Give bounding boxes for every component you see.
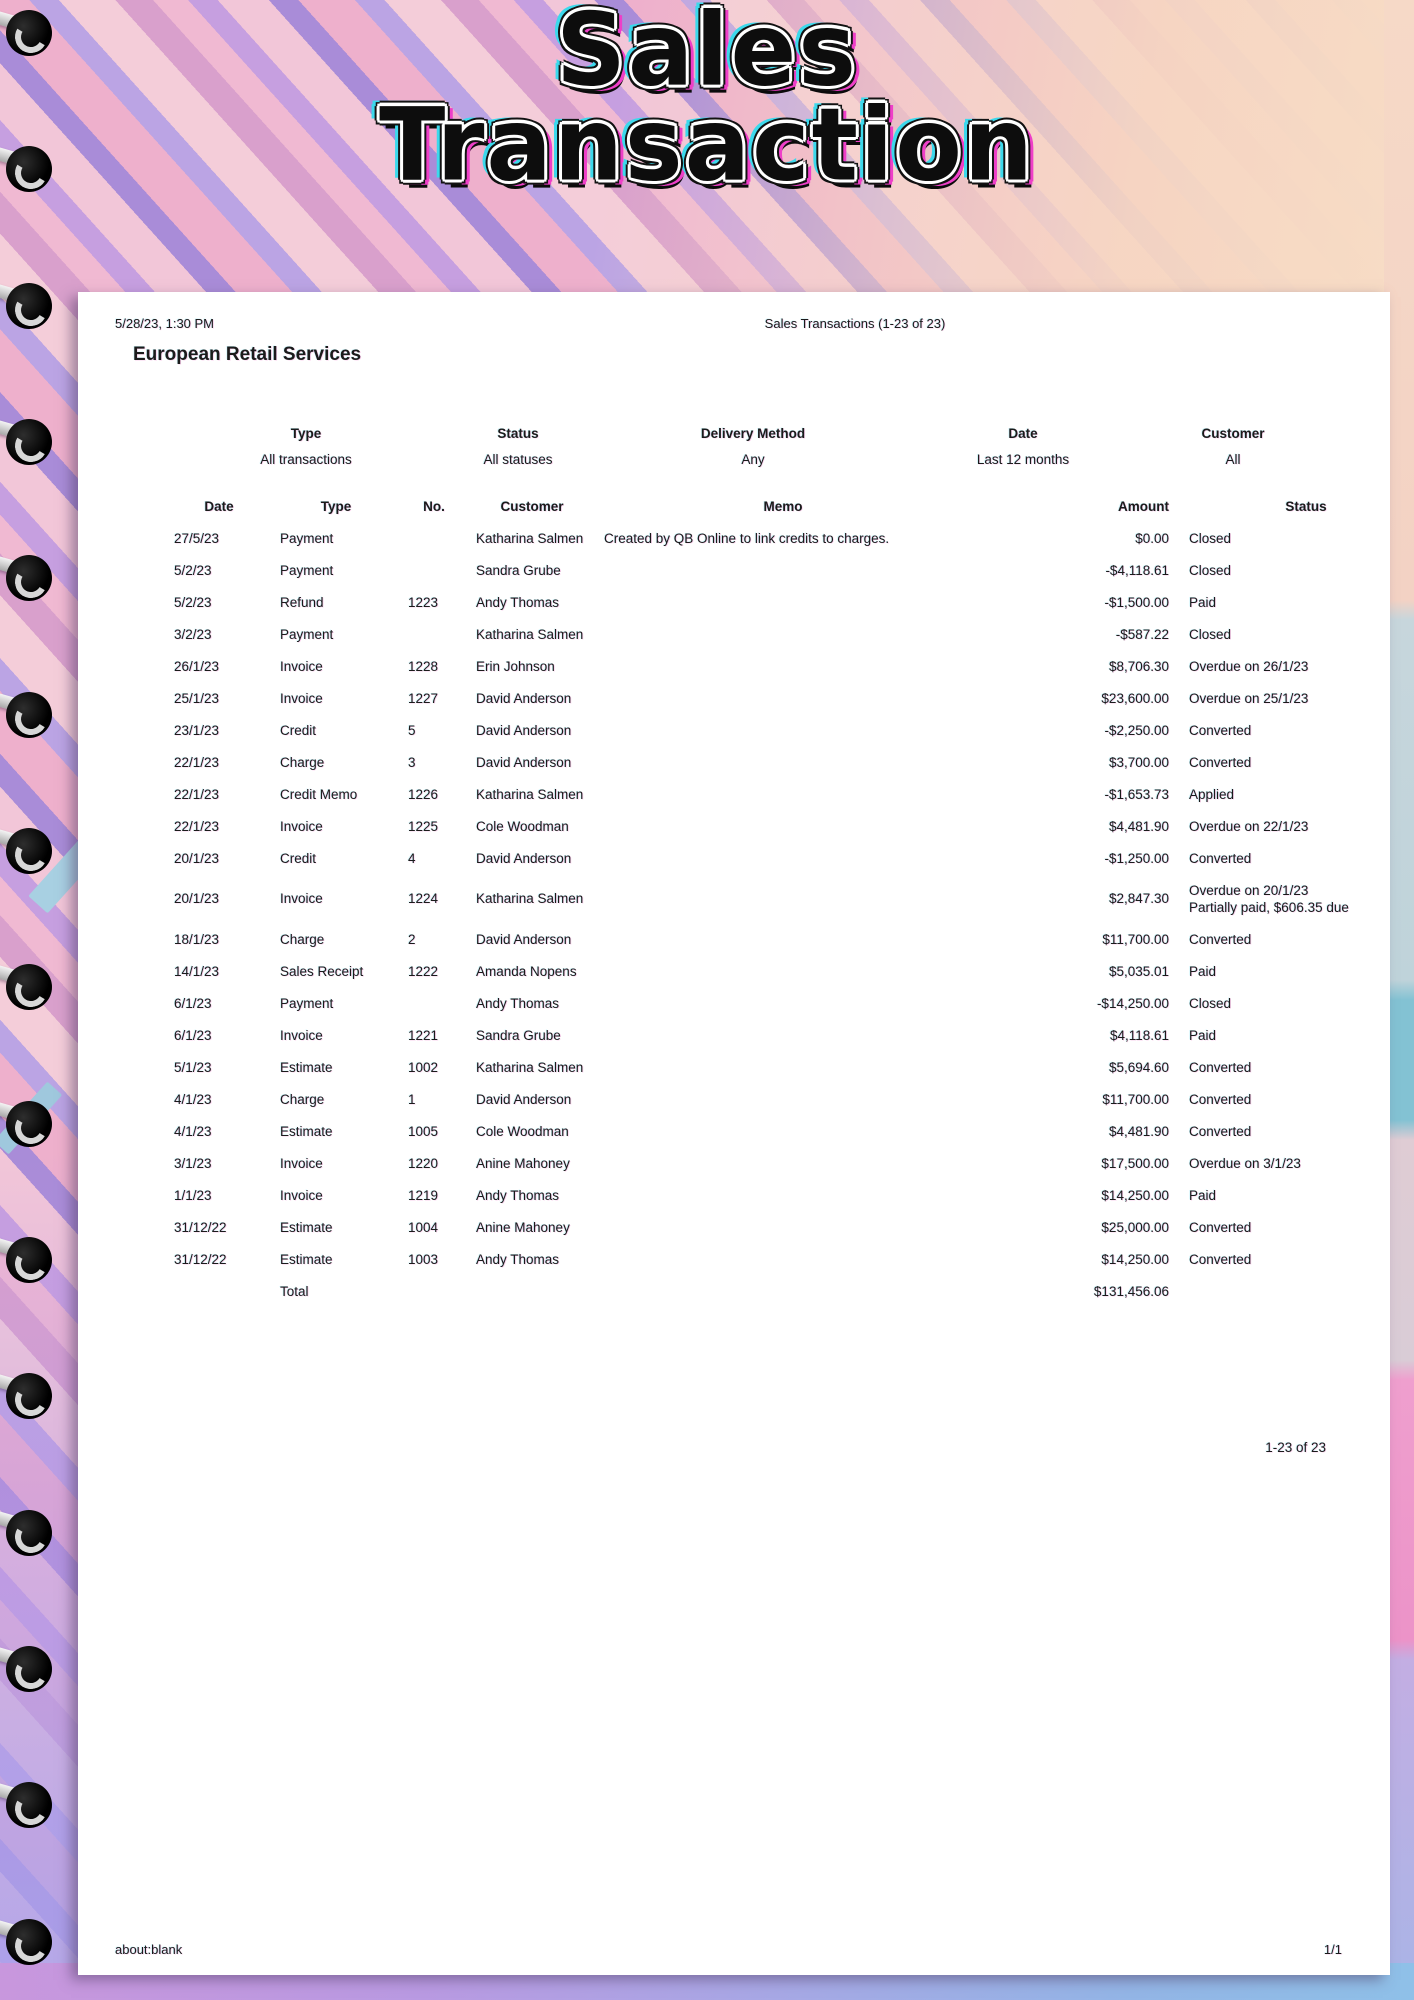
cell-customer: Erin Johnson	[476, 658, 555, 674]
cell-amount: -$587.22	[1115, 626, 1169, 642]
filter-type	[166, 426, 446, 467]
status-line: Overdue on 25/1/23	[1189, 690, 1309, 706]
status-line: Closed	[1189, 626, 1232, 642]
cell-amount: -$1,653.73	[1104, 786, 1169, 802]
cell-date: 5/2/23	[174, 594, 212, 610]
status-line: Converted	[1189, 1219, 1252, 1235]
table-header-row	[166, 490, 1414, 522]
cell-date: 25/1/23	[174, 690, 220, 706]
cell-no: 1223	[408, 594, 439, 610]
column-header-amount: Amount	[1118, 498, 1169, 514]
report-page	[78, 292, 1390, 1975]
cell-amount: $17,500.00	[1101, 1155, 1169, 1171]
cell-date: 22/1/23	[174, 786, 220, 802]
cell-memo	[596, 714, 970, 746]
cell-memo: Created by QB Online to link credits to charges.	[604, 530, 890, 546]
cell-no: 4	[408, 850, 416, 866]
table-row	[166, 874, 1414, 923]
cell-type: Invoice	[280, 1155, 323, 1171]
table-row	[166, 586, 1414, 618]
filter-customer-value: All	[1225, 452, 1241, 467]
cell-status	[1173, 987, 1414, 1019]
status-line: Converted	[1189, 1091, 1252, 1107]
cell-no: 1004	[408, 1219, 439, 1235]
cell-amount: $11,700.00	[1102, 1091, 1169, 1107]
table-row	[166, 682, 1414, 714]
column-header-memo: Memo	[763, 498, 803, 514]
cell-memo	[596, 923, 970, 955]
cell-status	[1173, 842, 1414, 874]
cell-type: Invoice	[280, 1187, 323, 1203]
cell-no: 1222	[408, 963, 439, 979]
cell-status	[1173, 554, 1414, 586]
cell-date: 22/1/23	[174, 754, 220, 770]
status-line: Overdue on 26/1/23	[1189, 658, 1309, 674]
table-row	[166, 1019, 1414, 1051]
cell-type: Charge	[280, 754, 325, 770]
cell-memo	[596, 682, 970, 714]
cell-customer: Anine Mahoney	[476, 1155, 570, 1171]
cell-no: 3	[408, 754, 416, 770]
table-row	[166, 1147, 1414, 1179]
cell-no: 1220	[408, 1155, 439, 1171]
cell-type: Payment	[280, 530, 334, 546]
cell-status	[1173, 810, 1414, 842]
cell-customer: Sandra Grube	[476, 562, 561, 578]
cell-date: 18/1/23	[174, 931, 220, 947]
cell-no: 1	[408, 1091, 416, 1107]
table-row	[166, 842, 1414, 874]
cell-memo	[596, 650, 970, 682]
status-line: Converted	[1189, 722, 1252, 738]
cell-amount: $14,250.00	[1101, 1251, 1169, 1267]
table-row	[166, 778, 1414, 810]
cell-type: Estimate	[280, 1123, 333, 1139]
filter-type-value: All transactions	[260, 452, 352, 467]
cell-memo	[596, 955, 970, 987]
cell-customer: Katharina Salmen	[476, 626, 584, 642]
cell-status	[1173, 923, 1414, 955]
column-header-status: Status	[1285, 498, 1327, 514]
binder-ring-icon	[0, 9, 68, 69]
cell-amount: $4,481.90	[1108, 1123, 1169, 1139]
status-line: Partially paid, $606.35 due	[1189, 899, 1349, 915]
cell-customer: Katharina Salmen	[476, 891, 584, 906]
cell-status	[1173, 1051, 1414, 1083]
cell-date: 23/1/23	[174, 722, 220, 738]
cell-no: 2	[408, 931, 416, 947]
filter-customer	[1153, 426, 1313, 467]
cell-customer: David Anderson	[476, 931, 572, 947]
cell-status	[1173, 682, 1414, 714]
binder-ring-icon	[0, 963, 68, 1023]
cell-status	[1173, 1243, 1414, 1275]
status-line: Overdue on 20/1/23	[1189, 882, 1309, 898]
cell-no: 1227	[408, 690, 439, 706]
cell-type: Payment	[280, 995, 334, 1011]
cell-no: 1221	[408, 1027, 439, 1043]
cell-date: 4/1/23	[174, 1123, 212, 1139]
binder-ring-icon	[0, 282, 68, 342]
cell-status	[1173, 1115, 1414, 1147]
cell-no: 1226	[408, 786, 439, 802]
cell-no	[400, 554, 468, 586]
status-line: Overdue on 3/1/23	[1189, 1155, 1301, 1171]
cell-date: 5/2/23	[174, 562, 212, 578]
cell-type: Invoice	[280, 1027, 323, 1043]
cell-customer: David Anderson	[476, 690, 572, 706]
cell-status	[1173, 1179, 1414, 1211]
filter-date	[903, 426, 1143, 467]
cell-customer: Katharina Salmen	[476, 530, 584, 546]
table-row	[166, 1083, 1414, 1115]
cell-type: Credit	[280, 850, 317, 866]
cell-amount: -$1,500.00	[1104, 594, 1169, 610]
table-row	[166, 714, 1414, 746]
cell-amount: $4,481.90	[1108, 818, 1169, 834]
cell-date: 14/1/23	[174, 963, 220, 979]
cell-no: 1002	[408, 1059, 439, 1075]
status-line: Converted	[1189, 754, 1252, 770]
cell-amount: $23,600.00	[1101, 690, 1169, 706]
cell-memo	[596, 1083, 970, 1115]
cell-customer: Sandra Grube	[476, 1027, 561, 1043]
status-line: Closed	[1189, 530, 1232, 546]
cell-status	[1173, 874, 1414, 923]
filter-delivery-method-label: Delivery Method	[700, 426, 806, 441]
cell-customer: Anine Mahoney	[476, 1219, 570, 1235]
cell-date: 6/1/23	[174, 995, 212, 1011]
cell-type: Credit Memo	[280, 786, 358, 802]
cell-customer: Amanda Nopens	[476, 963, 577, 979]
cell-amount: -$2,250.00	[1104, 722, 1169, 738]
filter-delivery-method-value: Any	[741, 452, 765, 467]
table-row	[166, 522, 1414, 554]
cell-status	[1173, 955, 1414, 987]
cell-type: Payment	[280, 626, 334, 642]
table-row	[166, 650, 1414, 682]
cell-status	[1173, 1019, 1414, 1051]
cell-status	[1173, 618, 1414, 650]
footer-page-number: 1/1	[1323, 1942, 1342, 1957]
filter-date-value: Last 12 months	[976, 452, 1070, 467]
cell-no: 1225	[408, 818, 439, 834]
binder-ring-icon	[0, 1509, 68, 1569]
filter-status-value: All statuses	[483, 452, 553, 467]
binder-ring-icon	[0, 145, 68, 205]
cell-status	[1173, 586, 1414, 618]
cell-amount: -$1,250.00	[1104, 850, 1169, 866]
status-line: Paid	[1189, 1027, 1217, 1043]
cell-memo	[596, 1115, 970, 1147]
cell-date: 6/1/23	[174, 1027, 212, 1043]
cell-type: Credit	[280, 722, 317, 738]
cell-memo	[596, 554, 970, 586]
cell-customer: David Anderson	[476, 850, 572, 866]
cell-memo	[596, 1019, 970, 1051]
cell-type: Charge	[280, 931, 325, 947]
table-row	[166, 618, 1414, 650]
status-line: Converted	[1189, 1059, 1252, 1075]
filter-status	[428, 426, 608, 467]
filter-status-label: Status	[497, 426, 539, 441]
cell-date: 31/12/22	[174, 1219, 227, 1235]
cell-type: Invoice	[280, 690, 323, 706]
cell-customer: David Anderson	[476, 754, 572, 770]
cell-customer: Cole Woodman	[476, 1123, 569, 1139]
cell-amount: -$14,250.00	[1096, 995, 1169, 1011]
status-line: Paid	[1189, 594, 1217, 610]
cell-memo	[596, 874, 970, 923]
transactions-table	[166, 490, 1414, 1307]
cell-memo	[596, 1051, 970, 1083]
cell-amount: $0.00	[1135, 530, 1169, 546]
print-timestamp: 5/28/23, 1:30 PM	[115, 316, 215, 331]
cell-customer: Andy Thomas	[476, 594, 560, 610]
cell-type: Charge	[280, 1091, 325, 1107]
table-row	[166, 923, 1414, 955]
cell-amount: $14,250.00	[1101, 1187, 1169, 1203]
print-header-title: Sales Transactions (1-23 of 23)	[764, 316, 946, 331]
table-row	[166, 1211, 1414, 1243]
cell-status	[1173, 522, 1414, 554]
cell-date: 27/5/23	[174, 530, 220, 546]
cell-customer: Katharina Salmen	[476, 786, 584, 802]
binder-ring-icon	[0, 1781, 68, 1841]
status-line: Paid	[1189, 963, 1217, 979]
cell-date: 20/1/23	[174, 891, 220, 906]
status-line: Converted	[1189, 850, 1252, 866]
cell-date: 1/1/23	[174, 1187, 212, 1203]
cell-date: 3/1/23	[174, 1155, 212, 1171]
cell-amount: $4,118.61	[1109, 1027, 1169, 1043]
status-line: Closed	[1189, 995, 1232, 1011]
cell-status	[1173, 1083, 1414, 1115]
cell-no	[400, 987, 468, 1019]
cell-memo	[596, 810, 970, 842]
cell-customer: Cole Woodman	[476, 818, 569, 834]
cell-status	[1173, 746, 1414, 778]
result-range-label: 1-23 of 23	[1265, 1440, 1326, 1455]
column-header-no: No.	[423, 498, 445, 514]
filter-delivery-method	[633, 426, 873, 467]
table-row	[166, 955, 1414, 987]
cell-type: Payment	[280, 562, 334, 578]
table-row	[166, 554, 1414, 586]
table-row	[166, 987, 1414, 1019]
binder-ring-icon	[0, 1236, 68, 1296]
cell-date: 20/1/23	[174, 850, 220, 866]
cell-customer: David Anderson	[476, 1091, 572, 1107]
cell-customer: David Anderson	[476, 722, 572, 738]
cell-no: 5	[408, 722, 416, 738]
cell-memo	[596, 842, 970, 874]
binder-ring-icon	[0, 554, 68, 614]
cell-memo	[596, 1179, 970, 1211]
binder-ring-icon	[0, 418, 68, 478]
cell-memo	[596, 778, 970, 810]
cell-type: Refund	[280, 594, 324, 610]
cell-no: 1228	[408, 658, 439, 674]
binder-ring-icon	[0, 1645, 68, 1705]
filter-customer-label: Customer	[1201, 426, 1265, 441]
cell-type: Invoice	[280, 658, 323, 674]
cell-type: Invoice	[280, 818, 323, 834]
cell-date: 4/1/23	[174, 1091, 212, 1107]
binder-ring-icon	[0, 1100, 68, 1160]
cell-memo	[596, 987, 970, 1019]
table-row	[166, 1179, 1414, 1211]
cell-status	[1173, 650, 1414, 682]
cell-date: 5/1/23	[174, 1059, 212, 1075]
cell-memo	[596, 1243, 970, 1275]
status-line: Converted	[1189, 1123, 1252, 1139]
cell-memo	[596, 586, 970, 618]
cell-customer: Katharina Salmen	[476, 1059, 584, 1075]
cell-amount: $2,847.30	[1108, 891, 1169, 906]
cell-memo	[596, 618, 970, 650]
filter-type-label: Type	[290, 426, 322, 441]
filter-date-label: Date	[1008, 426, 1038, 441]
page-title	[0, 0, 1414, 204]
cell-date: 31/12/22	[174, 1251, 227, 1267]
title-line-2: Transaction	[379, 85, 1035, 204]
status-line: Paid	[1189, 1187, 1217, 1203]
cell-status	[1173, 1147, 1414, 1179]
total-amount: $131,456.06	[1093, 1283, 1169, 1299]
cell-no: 1224	[408, 891, 439, 906]
cell-date: 22/1/23	[174, 818, 220, 834]
status-line: Closed	[1189, 562, 1232, 578]
cell-date: 26/1/23	[174, 658, 220, 674]
cell-amount: $25,000.00	[1101, 1219, 1169, 1235]
cell-amount: $8,706.30	[1108, 658, 1169, 674]
status-line: Applied	[1189, 786, 1235, 802]
cell-memo	[596, 1211, 970, 1243]
cell-type: Estimate	[280, 1251, 333, 1267]
total-label: Total	[280, 1283, 309, 1299]
cell-type: Sales Receipt	[280, 963, 364, 979]
column-header-date: Date	[204, 498, 234, 514]
table-row	[166, 746, 1414, 778]
column-header-customer: Customer	[500, 498, 564, 514]
table-row	[166, 810, 1414, 842]
cell-type: Estimate	[280, 1219, 333, 1235]
status-line: Converted	[1189, 1251, 1252, 1267]
binder-ring-icon	[0, 827, 68, 887]
status-line: Overdue on 22/1/23	[1189, 818, 1309, 834]
cell-memo	[596, 746, 970, 778]
table-row	[166, 1115, 1414, 1147]
cell-amount: $11,700.00	[1102, 931, 1169, 947]
cell-customer: Andy Thomas	[476, 1251, 560, 1267]
title-line-1: Sales	[555, 0, 859, 109]
cell-amount: $5,694.60	[1108, 1059, 1169, 1075]
total-row	[166, 1275, 1414, 1307]
cell-type: Invoice	[280, 891, 323, 906]
footer-url: about:blank	[115, 1942, 183, 1957]
cell-date: 3/2/23	[174, 626, 212, 642]
cell-customer: Andy Thomas	[476, 995, 560, 1011]
cell-no: 1219	[408, 1187, 439, 1203]
table-row	[166, 1243, 1414, 1275]
binder-ring-icon	[0, 691, 68, 751]
cell-type: Estimate	[280, 1059, 333, 1075]
column-header-type: Type	[320, 498, 352, 514]
cell-customer: Andy Thomas	[476, 1187, 560, 1203]
cell-status	[1173, 714, 1414, 746]
cell-no	[400, 618, 468, 650]
cell-amount: -$4,118.61	[1105, 562, 1169, 578]
cell-status	[1173, 778, 1414, 810]
cell-amount: $5,035.01	[1108, 963, 1169, 979]
cell-memo	[596, 1147, 970, 1179]
cell-amount: $3,700.00	[1108, 754, 1169, 770]
cell-no: 1003	[408, 1251, 439, 1267]
cell-no	[400, 522, 468, 554]
binder-ring-icon	[0, 1372, 68, 1432]
cell-no: 1005	[408, 1123, 439, 1139]
status-line: Converted	[1189, 931, 1252, 947]
company-name: European Retail Services	[133, 344, 362, 365]
table-row	[166, 1051, 1414, 1083]
binder-ring-icon	[0, 1918, 68, 1978]
cell-status	[1173, 1211, 1414, 1243]
